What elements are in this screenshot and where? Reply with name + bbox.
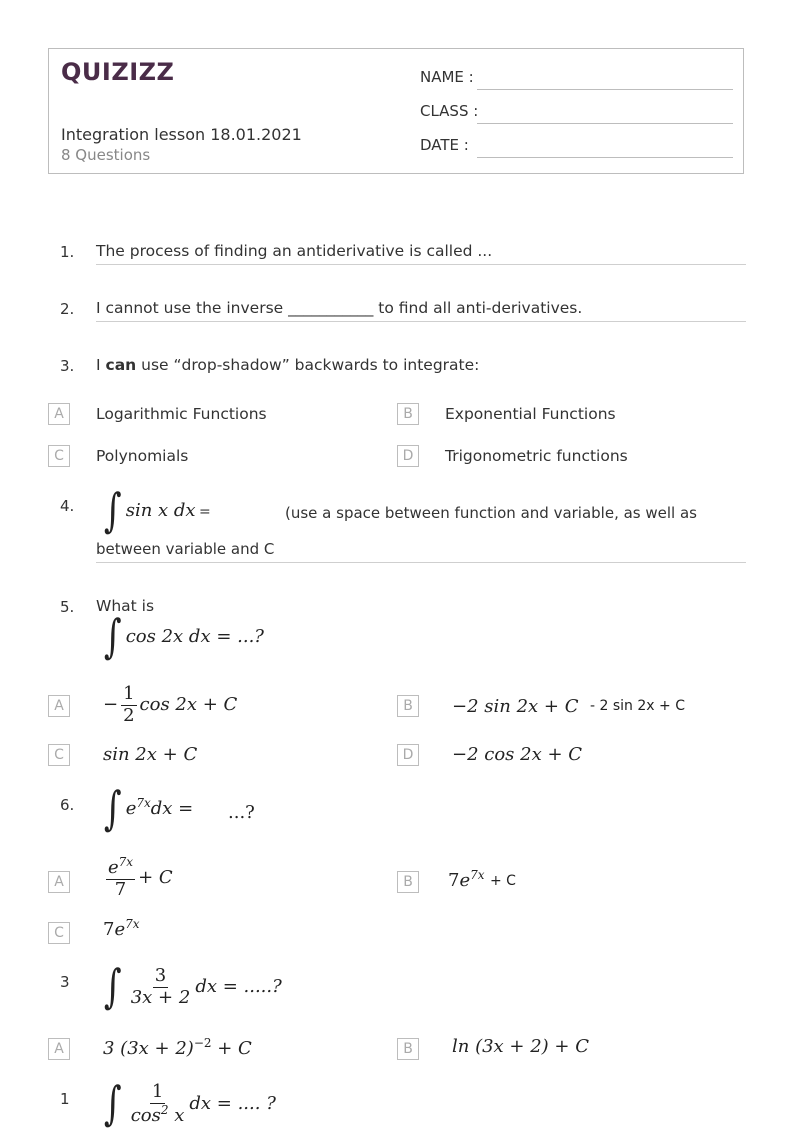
option-text: Logarithmic Functions bbox=[96, 405, 267, 423]
integral-expression: ∫ sin x dx bbox=[104, 484, 196, 538]
question-tail: ...? bbox=[228, 802, 255, 823]
question-number: 3. bbox=[60, 357, 75, 375]
option-box[interactable]: A bbox=[48, 403, 70, 425]
option-math: $\frac{e^{7x}}{7}$ + C bbox=[108, 855, 173, 900]
answer-line[interactable] bbox=[96, 264, 746, 265]
question-note: (use a space between function and variable, as well as bbox=[285, 504, 697, 522]
name-label: NAME : bbox=[420, 68, 474, 86]
question-text: I cannot use the inverse ___________ to find all anti-derivatives. bbox=[96, 299, 583, 317]
question-number: 1 bbox=[60, 1090, 70, 1108]
option-box[interactable]: A bbox=[48, 871, 70, 893]
answer-line[interactable] bbox=[96, 562, 746, 563]
option-math: sin 2x + C bbox=[103, 744, 198, 765]
question-text: The process of finding an antiderivative is called ... bbox=[96, 242, 493, 260]
class-field[interactable] bbox=[477, 123, 733, 124]
option-box[interactable]: B bbox=[397, 871, 419, 893]
name-field[interactable] bbox=[477, 89, 733, 90]
question-number: 5. bbox=[60, 598, 75, 616]
option-text: Trigonometric functions bbox=[445, 447, 628, 465]
option-text: + C bbox=[490, 873, 516, 889]
date-field[interactable] bbox=[477, 157, 733, 158]
question-number: 3 bbox=[60, 973, 70, 991]
option-box[interactable]: B bbox=[397, 1038, 419, 1060]
question-number: 6. bbox=[60, 796, 75, 814]
date-label: DATE : bbox=[420, 136, 469, 154]
option-math: $7e^{7x}$ bbox=[448, 868, 485, 891]
integral-expression: ∫ $\frac{3}{3x + 2}$ dx = .....? bbox=[104, 960, 282, 1015]
option-box[interactable]: C bbox=[48, 922, 70, 944]
option-box[interactable]: A bbox=[48, 695, 70, 717]
question-count: 8 Questions bbox=[61, 146, 151, 164]
option-math: 3 $(3x + 2)^{-2} + C$ bbox=[103, 1036, 252, 1059]
question-number: 1. bbox=[60, 243, 75, 261]
equals-sign: = bbox=[199, 504, 211, 520]
option-box[interactable]: D bbox=[397, 744, 419, 766]
option-box[interactable]: C bbox=[48, 744, 70, 766]
answer-line[interactable] bbox=[96, 321, 746, 322]
quizizz-logo: QUIZIZZ bbox=[61, 58, 175, 86]
question-note: between variable and C bbox=[96, 540, 275, 558]
question-number: 2. bbox=[60, 300, 75, 318]
option-box[interactable]: D bbox=[397, 445, 419, 467]
option-math: −2 sin 2x + C bbox=[452, 696, 579, 717]
option-text: Polynomials bbox=[96, 447, 189, 465]
question-text: I can use “drop-shadow” backwards to integrate: bbox=[96, 356, 480, 374]
question-text: What is bbox=[96, 597, 155, 615]
question-number: 4. bbox=[60, 497, 75, 515]
option-text: - 2 sin 2x + C bbox=[590, 698, 685, 714]
integral-expression: ∫ cos 2x dx = ...? bbox=[104, 610, 264, 664]
option-box[interactable]: B bbox=[397, 695, 419, 717]
integral-expression: ∫ $\frac{1}{\cos^2 x}$ dx = .... ? bbox=[104, 1077, 276, 1131]
integral-expression: ∫ $e^{7x}dx$ = bbox=[104, 782, 194, 836]
option-math: −2 cos 2x + C bbox=[452, 744, 583, 765]
option-box[interactable]: B bbox=[397, 403, 419, 425]
option-box[interactable]: A bbox=[48, 1038, 70, 1060]
class-label: CLASS : bbox=[420, 102, 479, 120]
option-math: ln (3x + 2) + C bbox=[452, 1036, 589, 1057]
option-text: Exponential Functions bbox=[445, 405, 616, 423]
worksheet-title: Integration lesson 18.01.2021 bbox=[61, 125, 302, 144]
option-box[interactable]: C bbox=[48, 445, 70, 467]
option-math: − $\frac{1}{2}$ cos 2x + C bbox=[103, 683, 238, 726]
option-math: $7e^{7x}$ bbox=[103, 917, 140, 940]
